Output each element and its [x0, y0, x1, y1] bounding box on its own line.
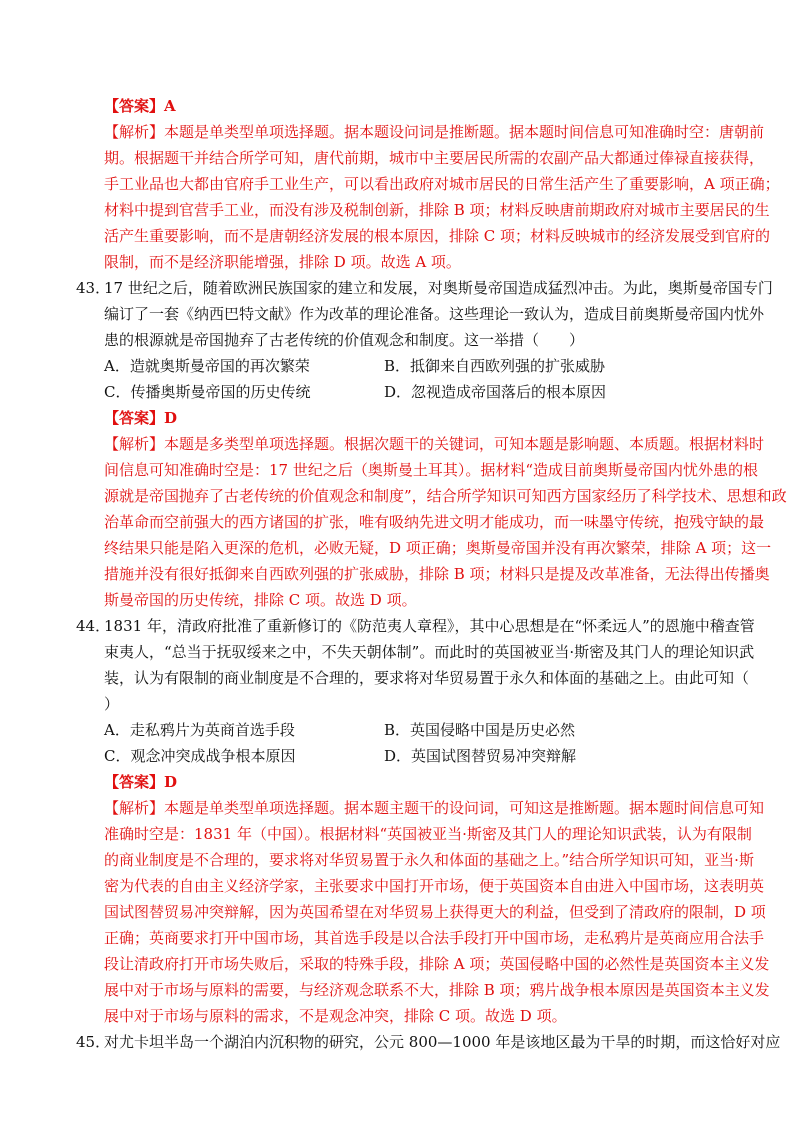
q42-answer: 【答案】A — [104, 97, 176, 115]
q43-option-b: B．抵御来自西欧列强的扩张威胁 — [384, 357, 606, 375]
q44-number: 44． — [76, 617, 111, 635]
q44-analysis-line: 的商业制度是不合理的，要求将对华贸易置于永久和体面的基础之上。”结合所学知识可知，亚当·斯 — [104, 851, 754, 869]
q44-stem-line: ） — [104, 695, 120, 713]
q43-analysis-line: 治革命而空前强大的西方诸国的扩张，唯有吸纳先进文明才能成功，而一味墨守传统，抱残守缺的最 — [104, 513, 765, 531]
q42-analysis-line: 【解析】本题是单类型单项选择题。据本题设问词是推断题。据本题时间信息可知准确时空：唐朝前 — [104, 123, 765, 141]
q43-analysis-line: 源就是帝国抛弃了古老传统的价值观念和制度”，结合所学知识可知西方国家经历了科学技术、思想和政 — [104, 487, 787, 505]
q44-option-c: C．观念冲突成战争根本原因 — [104, 747, 296, 765]
q43-analysis-line: 斯曼帝国的历史传统，排除 C 项。故选 D 项。 — [104, 591, 417, 609]
q44-analysis-line: 展中对于市场与原料的需求，不是观念冲突，排除 C 项。故选 D 项。 — [104, 1007, 567, 1025]
q43-option-d: D．忽视造成帝国落后的根本原因 — [384, 383, 607, 401]
q44-option-b: B．英国侵略中国是历史必然 — [384, 721, 576, 739]
q43-stem-line: 17 世纪之后，随着欧洲民族国家的建立和发展，对奥斯曼帝国造成猛烈冲击。为此，奥斯曼帝国专门 — [104, 279, 773, 297]
q44-stem-line: 1831 年，清政府批准了重新修订的《防范夷人章程》，其中心思想是在“怀柔远人”的恩施中稽查管 — [104, 617, 755, 635]
q43-stem-line: 患的根源就是帝国抛弃了古老传统的价值观念和制度。这一举措（ ） — [104, 331, 585, 349]
q44-analysis-line: 段让清政府打开市场失败后，采取的特殊手段，排除 A 项；英国侵略中国的必然性是英国资本主义发 — [104, 955, 770, 973]
q45-stem-line: 对尤卡坦半岛一个湖泊内沉积物的研究，公元 800—1000 年是该地区最为干旱的时期，而这恰好对应 — [104, 1033, 781, 1051]
q42-analysis-line: 限制，而不是经济职能增强，排除 D 项。故选 A 项。 — [104, 253, 461, 271]
q43-analysis-line: 措施并没有很好抵御来自西欧列强的扩张威胁，排除 B 项；材料只是提及改革准备，无法得出传播奥 — [104, 565, 770, 583]
q42-analysis-line: 手工业品也大都由官府手工业生产，可以看出政府对城市居民的日常生活产生了重要影响，A 项正确； — [104, 175, 780, 193]
q44-analysis-line: 【解析】本题是单类型单项选择题。据本题主题干的设问词，可知这是推断题。据本题时间信息可知 — [104, 799, 765, 817]
q42-analysis-line: 活产生重要影响，而不是唐朝经济发展的根本原因，排除 C 项；材料反映城市的经济发展受到官府的 — [104, 227, 771, 245]
q43-analysis-line: 终结果只能是陷入更深的危机，必败无疑，D 项正确；奥斯曼帝国并没有再次繁荣，排除 A 项；这一 — [104, 539, 772, 557]
q44-stem-line: 束夷人，“总当于抚驭绥来之中，不失天朝体制”。而此时的英国被亚当·斯密及其门人的理论知识武 — [104, 643, 755, 661]
q44-stem-line: 装，认为有限制的商业制度是不合理的，要求将对华贸易置于永久和体面的基础之上。由此可知（ — [104, 669, 750, 687]
q43-answer: 【答案】D — [104, 409, 178, 427]
q45-number: 45． — [76, 1033, 111, 1051]
q44-analysis-line: 正确；英商要求打开中国市场，其首选手段是以合法手段打开中国市场，走私鸦片是英商应用合法手 — [104, 929, 765, 947]
q43-number: 43． — [76, 279, 111, 297]
q43-option-c: C．传播奥斯曼帝国的历史传统 — [104, 383, 311, 401]
q44-answer: 【答案】D — [104, 773, 178, 791]
q44-option-d: D．英国试图替贸易冲突辩解 — [384, 747, 577, 765]
q44-analysis-line: 密为代表的自由主义经济学家，主张要求中国打开市场，便于英国资本自由进入中国市场，这表明英 — [104, 877, 765, 895]
q43-stem-line: 编订了一套《纳西巴特文献》作为改革的理论准备。这些理论一致认为，造成目前奥斯曼帝国内忧外 — [104, 305, 765, 323]
q44-analysis-line: 展中对于市场与原料的需要，与经济观念联系不大，排除 B 项；鸦片战争根本原因是英国资本主义发 — [104, 981, 770, 999]
q43-analysis-line: 间信息可知准确时空是：17 世纪之后（奥斯曼土耳其）。据材料“造成目前奥斯曼帝国内忧外患的根 — [104, 461, 759, 479]
q44-analysis-line: 国试图替贸易冲突辩解，因为英国希望在对华贸易上获得更大的利益，但受到了清政府的限制，D 项 — [104, 903, 766, 921]
q44-analysis-line: 准确时空是：1831 年（中国）。根据材料“英国被亚当·斯密及其门人的理论知识武装，认为有限制 — [104, 825, 752, 843]
q42-analysis-line: 期。根据题干并结合所学可知，唐代前期，城市中主要居民所需的农副产品大都通过俸禄直接获得， — [104, 149, 765, 167]
q42-analysis-line: 材料中提到官营手工业，而没有涉及税制创新，排除 B 项；材料反映唐前期政府对城市主要居民的生 — [104, 201, 770, 219]
q44-option-a: A．走私鸦片为英商首选手段 — [104, 721, 295, 739]
q43-option-a: A．造就奥斯曼帝国的再次繁荣 — [104, 357, 310, 375]
q43-analysis-line: 【解析】本题是多类型单项选择题。根据次题干的关键词，可知本题是影响题、本质题。根据材料时 — [104, 435, 765, 453]
